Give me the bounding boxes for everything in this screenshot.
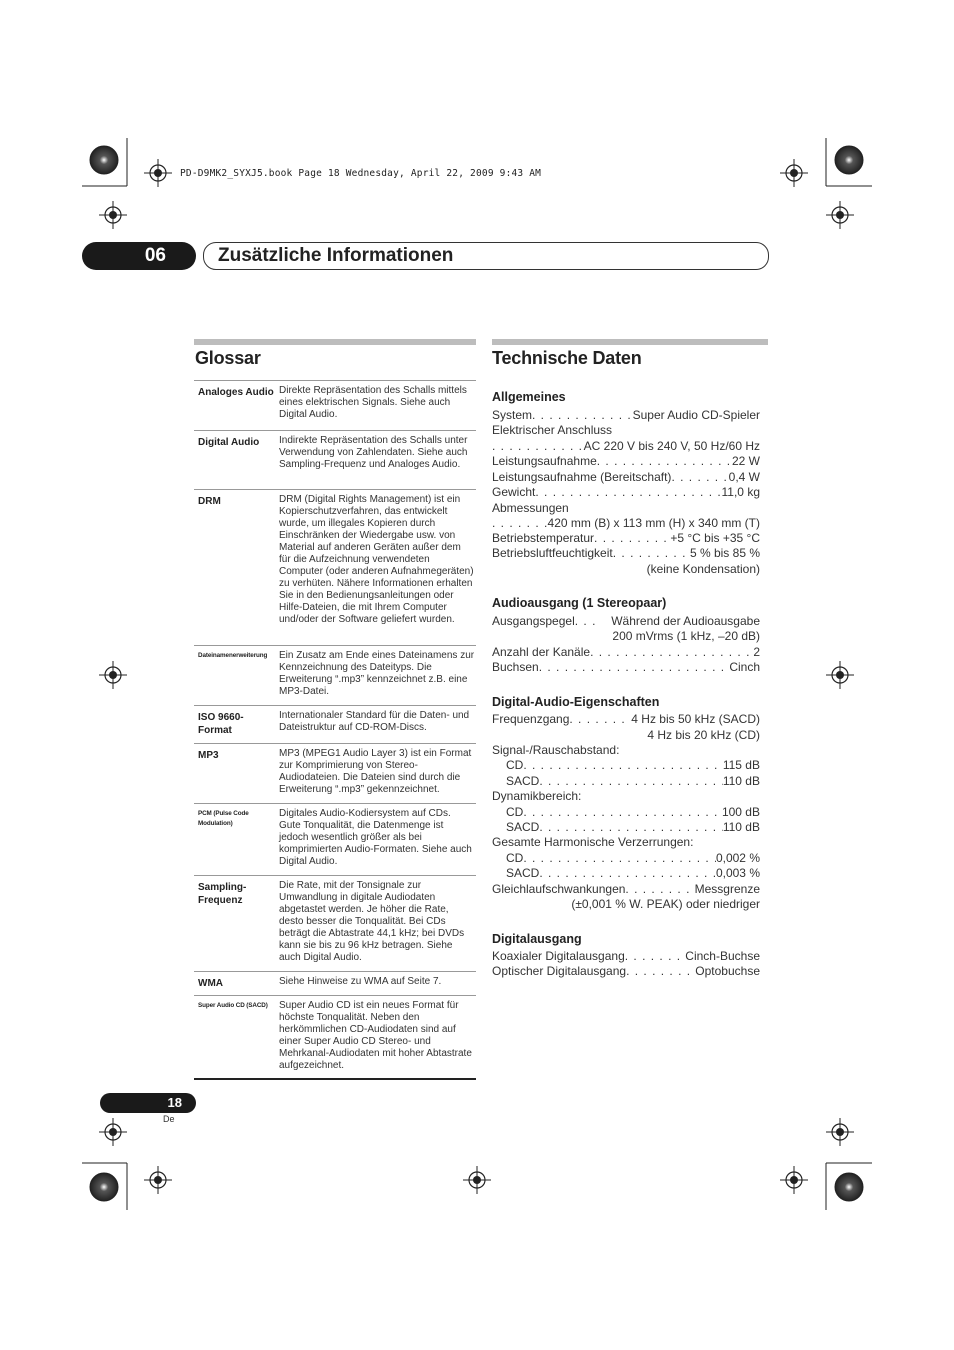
- glossary-definition: DRM (Digital Rights Management) ist ein Kopierschutzverfahren, das entwickelt wurde, um illegales Kopieren durch Einschränken der Wiedergabe usw. von Material auf anderen Geräten außer dem für die Aufzeichnung verwendeten Computer (oder anderen Aufnahmegeräten) zu verhüten. Nähere Informationen erhalten Sie in den Bedienungsanleitungen oder Hilfe-Dateien, die mit Ihrem Computer und/oder der Software geliefert wurden.: [279, 494, 474, 625]
- spec-frequency: Frequenzgang . . . 4 Hz bis 50 kHz (SACD): [492, 712, 760, 726]
- glossary-term: Analoges Audio: [198, 387, 274, 398]
- glossary-term: Digital Audio: [198, 437, 260, 448]
- file-info: PD-D9MK2_SYXJ5.book Page 18 Wednesday, April 22, 2009 9:43 AM: [180, 168, 542, 179]
- spec-dynamic-label: Dynamikbereich:: [492, 789, 582, 803]
- glossary-row: [194, 430, 476, 490]
- chapter-badge: [82, 242, 196, 270]
- glossary-term: Super Audio CD (SACD): [198, 1002, 268, 1009]
- spec-optical: Optischer Digitalausgang . . . Optobuchse: [492, 964, 760, 978]
- spec-wow-2: (±0,001 % W. PEAK) oder niedriger: [571, 897, 760, 911]
- glossary-row: [194, 995, 476, 1076]
- glossary-definition: Internationaler Standard für die Daten- und Dateistruktur auf CD-ROM-Discs.: [279, 710, 470, 733]
- glossary-definition: Indirekte Repräsentation des Schalls unter Verwendung von Zahlendaten. Siehe auch Sampling-Frequenz und Analoges Audio.: [279, 435, 468, 470]
- glossary-definition: Digitales Audio-Kodiersystem auf CDs. Gute Tonqualität, die Datenmenge ist jedoch wesentlich größer als bei komprimierten Audio-Formaten. Siehe auch Digital Audio.: [279, 808, 472, 867]
- spec-dimensions-label: Abmessungen: [492, 501, 569, 515]
- spec-standby: Leistungsaufnahme (Bereitschaft) . . . 0,4 W: [492, 470, 760, 484]
- glossary-row: [194, 489, 476, 646]
- page-number-badge: [100, 1093, 196, 1113]
- chapter-title-box: [203, 242, 769, 270]
- glossary-row: [194, 645, 476, 706]
- spec-dynamic-cd: CD . . . 100 dB: [506, 805, 760, 819]
- glossary-title: Glossar: [195, 348, 261, 368]
- spec-system: System . . . Super Audio CD-Spieler: [492, 408, 760, 422]
- glossary-definition: Super Audio CD ist ein neues Format für höchste Tonqualität. Neben den herkömmlichen CD-Audiodaten sind auf einer Super Audio CD Stereo- und Mehrkanal-Audiodaten mit hoher Abtastrate aufgezeichnet.: [279, 1000, 472, 1071]
- glossary-definition: MP3 (MPEG1 Audio Layer 3) ist ein Format zur Komprimierung von Stereo-Audiodateien. Die Dateien sind durch die Erweiterung “.mp3” gekennzeichnet.: [279, 748, 472, 795]
- digital-out-heading: Digitalausgang: [492, 932, 582, 946]
- specs-bar: [492, 339, 768, 345]
- glossary-definition: Die Rate, mit der Tonsignale zur Umwandlung in digitale Audiodaten abgetastet werden. Je höher die Rate, desto besser die Tonqualität. Bei CDs beträgt die Abtastrate 44,1 kHz; bei DVDs kann sie bis zu 96 kHz betragen. Siehe auch Digital Audio.: [279, 880, 465, 963]
- spec-power: . . . AC 220 V bis 240 V, 50 Hz/60 Hz: [492, 439, 760, 453]
- spec-weight: Gewicht . . . 11,0 kg: [492, 485, 760, 499]
- glossary-row: [194, 803, 476, 876]
- audio-out-heading: Audioausgang (1 Stereopaar): [492, 596, 667, 610]
- glossary-term: WMA: [198, 978, 223, 989]
- glossary-definition: Ein Zusatz am Ende eines Dateinamens zur Kennzeichnung des Dateityps. Die Erweiterung “.mp3” kennzeichnet z.B. eine MP3-Datei.: [279, 650, 475, 697]
- spec-output-level: Ausgangspegel . . . Während der Audioausgabe: [492, 614, 760, 628]
- glossary-end-rule: [194, 1078, 476, 1080]
- general-heading: Allgemeines: [492, 390, 566, 404]
- spec-snr-label: Signal-/Rauschabstand:: [492, 743, 620, 757]
- chapter-number: 06: [144, 245, 166, 266]
- spec-temperature: Betriebstemperatur . . . +5 °C bis +35 °C: [492, 531, 760, 545]
- spec-thd-cd: CD . . . 0,002 %: [506, 851, 760, 865]
- spec-wow: Gleichlaufschwankungen . . . Messgrenze: [492, 882, 760, 896]
- glossary-row: [194, 971, 476, 996]
- glossary-term: Sampling-Frequenz: [198, 882, 247, 906]
- spec-dynamic-sacd: SACD . . . 110 dB: [506, 820, 760, 834]
- spec-consumption: Leistungsaufnahme . . . 22 W: [492, 454, 760, 468]
- spec-frequency-2: 4 Hz bis 20 kHz (CD): [647, 728, 760, 742]
- spec-coax: Koaxialer Digitalausgang . . . Cinch-Buchse: [492, 949, 760, 963]
- page-number: 18: [167, 1095, 182, 1110]
- glossary-term: MP3: [198, 750, 219, 761]
- specs-title: Technische Daten: [492, 348, 642, 368]
- spec-thd-label: Gesamte Harmonische Verzerrungen:: [492, 835, 694, 849]
- spec-channels: Anzahl der Kanäle . . . 2: [492, 645, 760, 659]
- glossary-term: ISO 9660-Format: [198, 712, 244, 736]
- glossary-row: [194, 743, 476, 804]
- spec-thd-sacd: SACD . . . 0,003 %: [506, 866, 760, 880]
- spec-output-level-2: 200 mVrms (1 kHz, –20 dB): [612, 629, 760, 643]
- spec-power-label: Elektrischer Anschluss: [492, 423, 613, 437]
- page-language: De: [163, 1114, 175, 1124]
- glossary-bar: [194, 339, 476, 345]
- spec-humidity-note: (keine Kondensation): [646, 562, 760, 576]
- glossary-term: PCM (Pulse Code Modulation): [198, 810, 249, 827]
- glossary-row: [194, 380, 476, 431]
- spec-dimensions: . . . 420 mm (B) x 113 mm (H) x 340 mm (T): [492, 516, 760, 530]
- glossary-definition: Siehe Hinweise zu WMA auf Seite 7.: [279, 976, 442, 987]
- glossary-term: DRM: [198, 496, 221, 507]
- glossary-row: [194, 875, 476, 972]
- digital-audio-heading: Digital-Audio-Eigenschaften: [492, 695, 660, 709]
- spec-humidity: Betriebsluftfeuchtigkeit . . . 5 % bis 85 %: [492, 546, 760, 560]
- glossary-definition: Direkte Repräsentation des Schalls mittels eines elektrischen Signals. Siehe auch Digital Audio.: [279, 385, 467, 420]
- glossary-row: [194, 705, 476, 744]
- glossary-term: Dateinamenerweiterung: [198, 652, 268, 659]
- chapter-title: Zusätzliche Informationen: [218, 245, 454, 266]
- spec-jacks: Buchsen . . . Cinch: [492, 660, 760, 674]
- spec-snr-sacd: SACD . . . 110 dB: [506, 774, 760, 788]
- spec-snr-cd: CD . . . 115 dB: [506, 758, 760, 772]
